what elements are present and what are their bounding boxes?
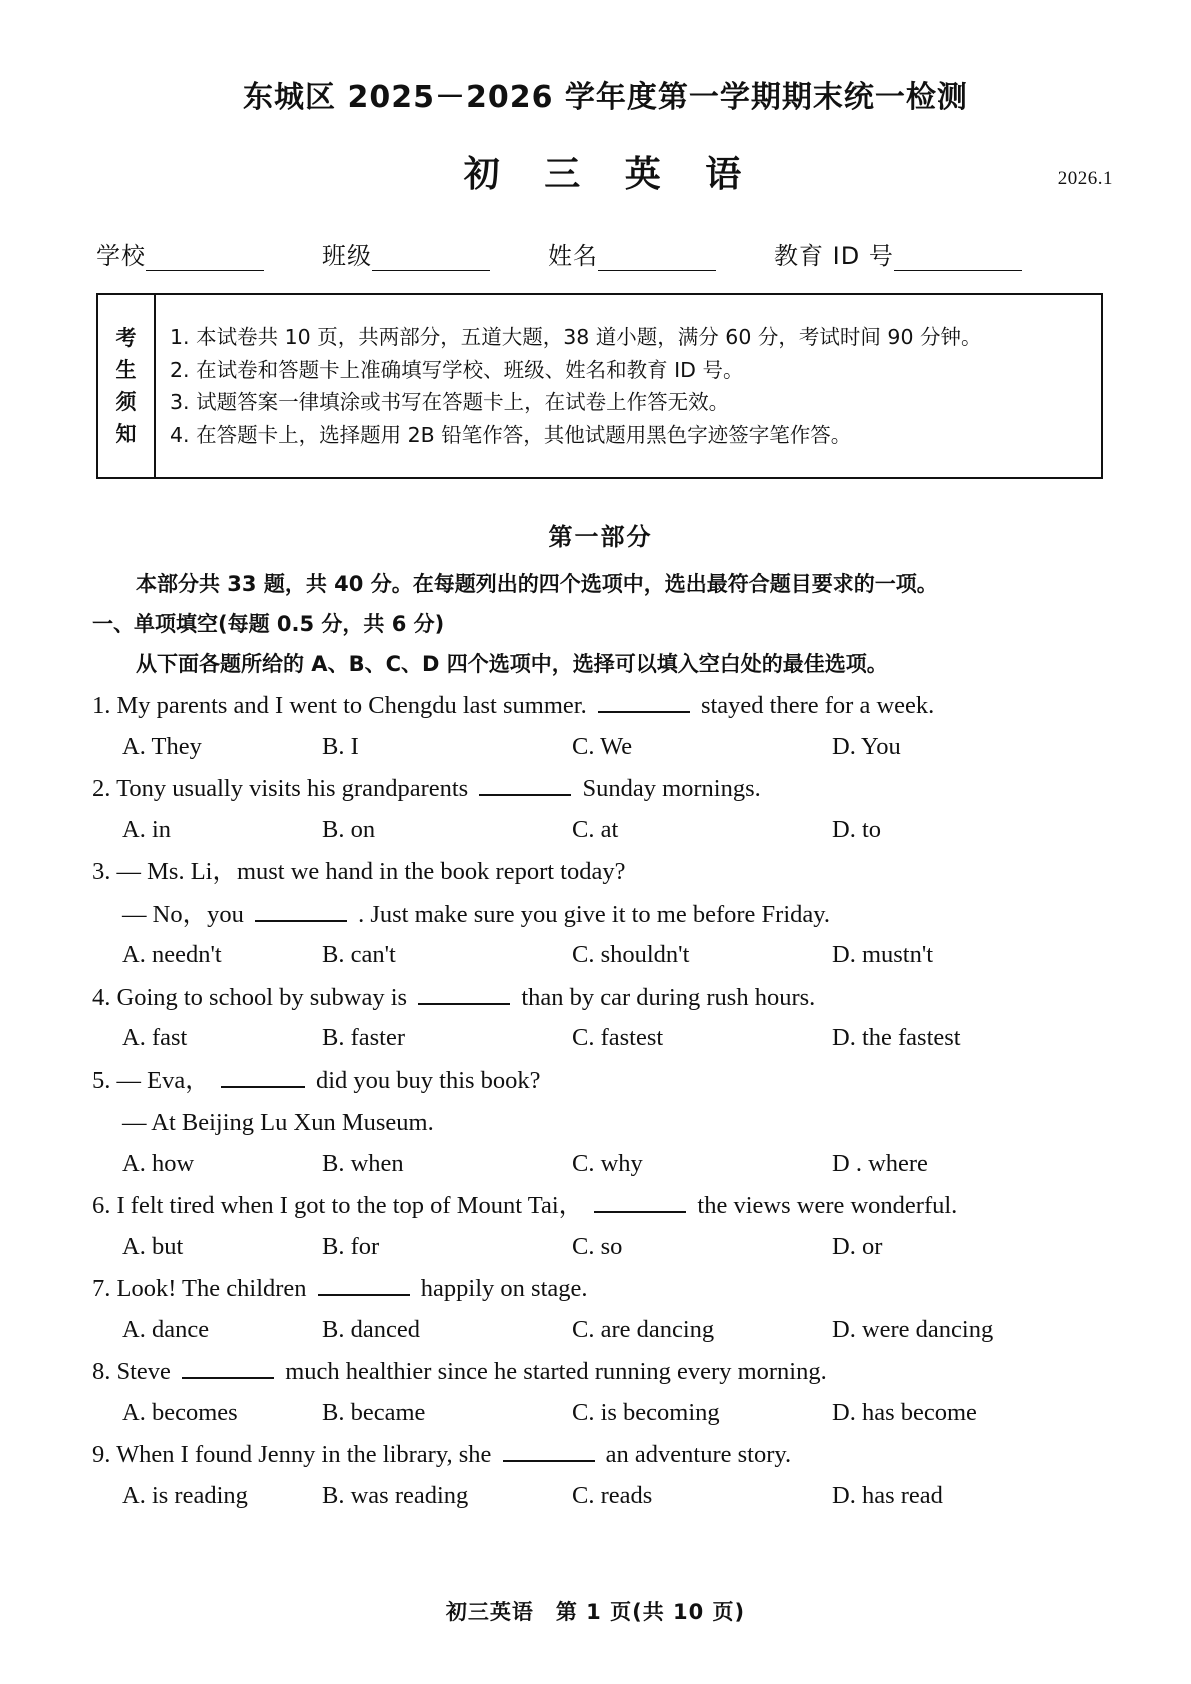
answer-blank[interactable] [503,1443,595,1462]
option-c[interactable]: C. fastest [572,1024,664,1051]
answer-blank[interactable] [598,694,690,713]
notice-side-char-3: 知 [115,422,137,446]
option-d[interactable]: D. has become [832,1398,977,1426]
notice-side-label [98,295,156,477]
class-label: 班级 [322,242,372,270]
question-item [92,1352,1121,1433]
question-text-before: — No，you [122,900,244,928]
question-text-before: Steve [116,1358,171,1385]
question-text-before: I felt tired when I got to the top of Mount Tai， [116,1192,584,1219]
option-row [92,1476,1121,1517]
question-number: 5. [92,1066,111,1094]
question-stem [92,1352,1121,1393]
question-text-after: the views were wonderful. [697,1192,958,1219]
option-b[interactable]: B. faster [322,1024,405,1051]
question-text-after: than by car during rush hours. [521,983,816,1011]
question-item [92,852,1121,976]
option-d[interactable]: D. has read [832,1481,943,1509]
question-text-after: Sunday mornings. [582,775,761,802]
question-item [92,769,1121,850]
answer-blank[interactable] [594,1194,686,1213]
question-item [92,686,1121,767]
question-number: 2. [92,775,111,802]
notice-side-char-2: 须 [115,390,137,414]
name-blank[interactable] [598,250,716,271]
question-text-before: When I found Jenny in the library, she [116,1441,492,1468]
notice-item-list [156,311,1101,461]
question-list [0,686,1191,1516]
option-d[interactable]: D . where [832,1149,928,1177]
option-c[interactable]: C. why [572,1149,643,1177]
answer-blank[interactable] [182,1360,274,1379]
exam-title: 东城区 2025－2026 学年度第一学期期末统一检测 [243,80,968,115]
question-number: 7. [92,1275,111,1302]
question-answer-line: — At Beijing Lu Xun Museum. [122,1109,434,1136]
option-a[interactable]: A. dance [122,1315,210,1343]
option-c[interactable]: C. shouldn't [572,941,690,968]
class-field[interactable] [322,236,490,271]
school-blank[interactable] [146,250,264,271]
question-stem-line2 [92,895,1121,936]
question-number: 9. [92,1441,111,1468]
part-description: 本部分共 33 题，共 40 分。在每题列出的四个选项中，选出最符合题目要求的一项。 [136,572,938,596]
section-description: 从下面各题所给的 A、B、C、D 四个选项中，选择可以填入空白处的最佳选项。 [136,652,888,676]
option-row [92,1144,1121,1185]
question-number: 1. [92,692,111,719]
question-stem [92,1186,1121,1227]
question-text-before: Look! The children [116,1275,307,1302]
answer-blank[interactable] [255,903,347,922]
notice-side-char-1: 生 [115,358,137,382]
option-b[interactable]: B. became [322,1398,426,1426]
question-stem [92,1435,1121,1476]
question-text-before: Going to school by subway is [116,983,408,1011]
question-number: 3. [92,858,111,885]
subject-row [0,146,1191,202]
answer-blank[interactable] [318,1277,410,1296]
option-d[interactable]: D. were dancing [832,1315,994,1343]
option-a[interactable]: A. in [122,815,171,843]
part-heading: 第一部分 [548,523,653,551]
name-label: 姓名 [548,242,598,270]
option-a[interactable]: A. needn't [122,941,222,968]
option-a[interactable]: A. They [122,732,202,760]
question-item [92,1061,1121,1185]
option-a[interactable]: A. but [122,1232,184,1260]
option-a[interactable]: A. fast [122,1024,188,1051]
option-c[interactable]: C. at [572,815,619,843]
question-stem [92,852,1121,893]
option-b[interactable]: B. can't [322,941,396,968]
option-row [92,810,1121,851]
notice-item: 1. 本试卷共 10 页，共两部分，五道大题，38 道小题，满分 60 分，考试时间 90 分钟。 [170,325,982,349]
option-row [92,1393,1121,1434]
question-item [92,978,1121,1059]
question-stem [92,1061,1121,1102]
question-text-after: did you buy this book? [315,1066,541,1094]
question-text-before: — Eva， [116,1066,210,1094]
option-c[interactable]: C. is becoming [572,1398,720,1426]
school-label: 学校 [96,242,146,270]
option-d[interactable]: D. the fastest [832,1024,961,1051]
option-d[interactable]: D. or [832,1232,883,1260]
question-stem [92,686,1121,727]
edu-id-field[interactable] [774,236,1022,271]
page-footer: 初三英语 第 1 页(共 10 页) [445,1600,746,1624]
option-c[interactable]: C. reads [572,1481,653,1509]
subject-title: 初 三 英 语 [463,153,758,195]
option-b[interactable]: B. was reading [322,1481,469,1509]
section-heading: 一、单项填空(每题 0.5 分，共 6 分) [92,612,445,636]
question-text-before: Tony usually visits his grandparents [116,775,469,802]
question-number: 6. [92,1192,111,1219]
question-text-after: much healthier since he started running every morning. [285,1358,827,1385]
option-b[interactable]: B. I [322,732,359,760]
notice-box [96,293,1103,479]
answer-blank[interactable] [418,986,510,1005]
option-d[interactable]: D. You [832,732,901,760]
option-row [92,935,1121,976]
question-text-before: My parents and I went to Chengdu last summer. [116,692,587,719]
option-row [92,1227,1121,1268]
option-c[interactable]: C. are dancing [572,1315,715,1343]
notice-item: 2. 在试卷和答题卡上准确填写学校、班级、姓名和教育 ID 号。 [170,357,744,382]
option-d[interactable]: D. mustn't [832,941,934,968]
option-b[interactable]: B. on [322,815,376,843]
question-item [92,1186,1121,1267]
option-b[interactable]: B. danced [322,1315,420,1343]
option-a[interactable]: A. becomes [122,1398,238,1426]
option-c[interactable]: C. We [572,732,633,760]
option-row [92,727,1121,768]
option-a[interactable]: A. is reading [122,1481,248,1509]
answer-blank[interactable] [221,1069,305,1088]
question-number: 8. [92,1358,111,1385]
option-d[interactable]: D. to [832,815,881,843]
question-text-after: happily on stage. [420,1275,588,1302]
option-c[interactable]: C. so [572,1232,623,1260]
option-a[interactable]: A. how [122,1149,195,1177]
name-field[interactable] [548,236,716,271]
option-row [92,1018,1121,1059]
notice-item: 3. 试题答案一律填涂或书写在答题卡上，在试卷上作答无效。 [170,390,730,414]
option-b[interactable]: B. when [322,1149,404,1177]
question-text-after: . Just make sure you give it to me before Friday. [358,900,831,928]
question-text-after: stayed there for a week. [700,692,935,719]
question-item [92,1269,1121,1350]
question-text-before: — Ms. Li，must we hand in the book report today? [116,858,626,885]
answer-blank[interactable] [479,777,571,796]
question-text-after: an adventure story. [605,1441,792,1468]
question-number: 4. [92,983,111,1011]
identity-row [0,236,1191,271]
class-blank[interactable] [372,250,490,271]
exam-date: 2026.1 [1057,168,1113,189]
option-b[interactable]: B. for [322,1232,380,1260]
notice-item: 4. 在答题卡上，选择题用 2B 铅笔作答，其他试题用黑色字迹签字笔作答。 [170,422,852,447]
question-stem [92,978,1121,1019]
option-row [92,1310,1121,1351]
edu-id-label: 教育 ID 号 [774,242,894,270]
question-stem-line2 [92,1103,1121,1144]
edu-id-blank[interactable] [894,250,1022,271]
question-stem [92,769,1121,810]
question-stem [92,1269,1121,1310]
question-item [92,1435,1121,1516]
school-field[interactable] [96,236,264,271]
notice-side-char-0: 考 [115,326,137,350]
